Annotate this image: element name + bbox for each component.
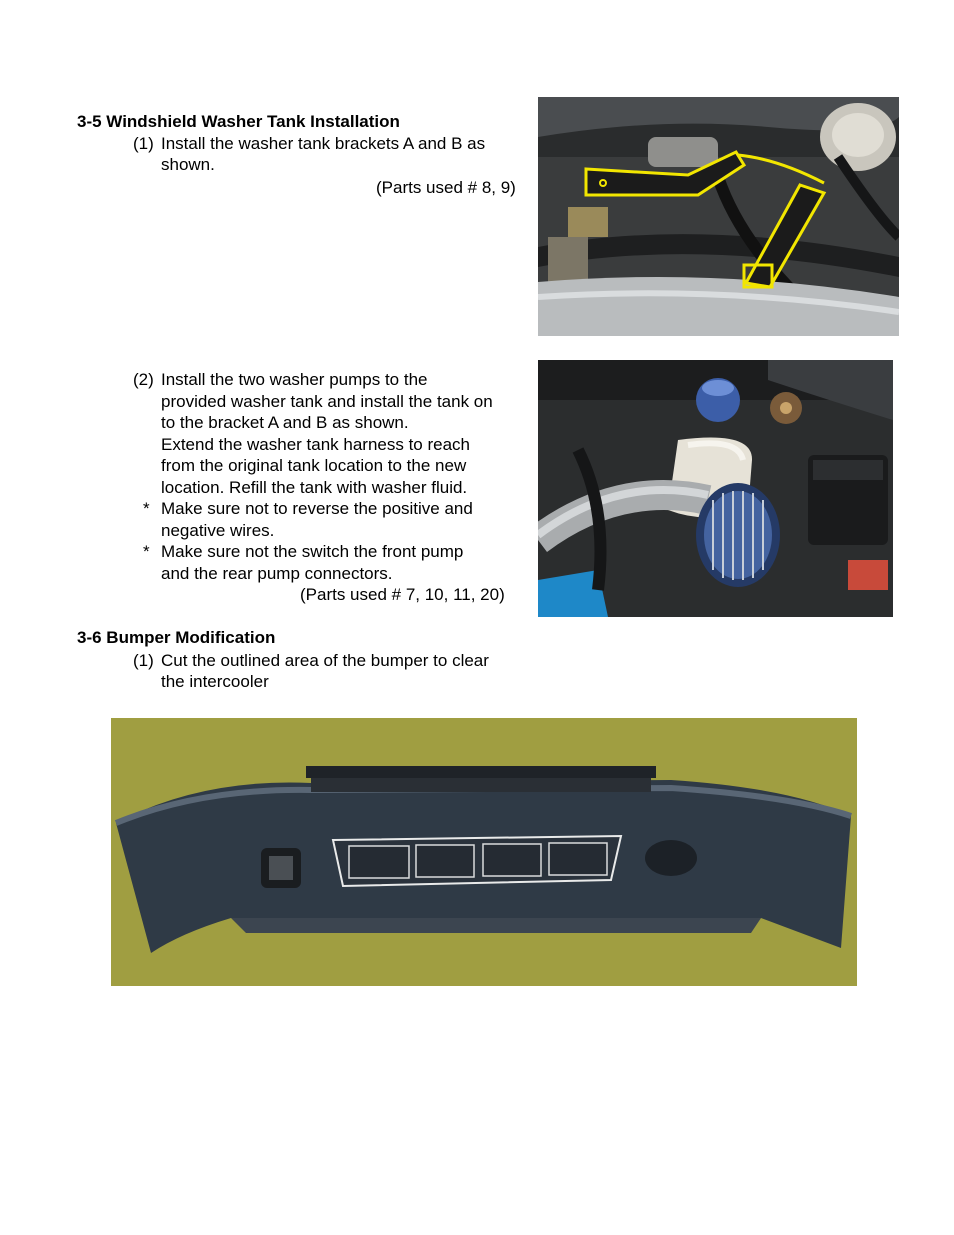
section-3-5-heading: 3-5 Windshield Washer Tank Installation <box>77 112 400 131</box>
step-2-line: Extend the washer tank harness to reach <box>161 435 471 454</box>
step-2-line: provided washer tank and install the tank on <box>161 392 493 411</box>
parts-used-step-2: (Parts used # 7, 10, 11, 20) <box>300 585 505 604</box>
step-2-line: location. Refill the tank with washer fluid. <box>161 478 468 497</box>
step-1-number: (1) <box>133 651 154 670</box>
step-1-line: Cut the outlined area of the bumper to clear <box>161 651 489 670</box>
step-1-line: the intercooler <box>161 672 269 691</box>
note-line: Make sure not the switch the front pump <box>161 542 464 561</box>
step-1-number: (1) <box>133 134 154 153</box>
note-bullet: * <box>143 499 150 518</box>
step-2-line: to the bracket A and B as shown. <box>161 413 409 432</box>
note-line: and the rear pump connectors. <box>161 564 393 583</box>
parts-used-step-1: (Parts used # 8, 9) <box>376 178 516 197</box>
bumper-photo <box>111 718 857 986</box>
step-2-line: Install the two washer pumps to the <box>161 370 428 389</box>
note-bullet: * <box>143 542 150 561</box>
bracket-install-photo <box>538 97 899 336</box>
washer-tank-photo <box>538 360 893 617</box>
step-2-number: (2) <box>133 370 154 389</box>
step-1-line: Install the washer tank brackets A and B as <box>161 134 486 153</box>
section-3-6-heading: 3-6 Bumper Modification <box>77 628 276 647</box>
note-line: negative wires. <box>161 521 275 540</box>
step-2-line: from the original tank location to the new <box>161 456 467 475</box>
step-1-line: shown. <box>161 155 215 174</box>
note-line: Make sure not to reverse the positive and <box>161 499 473 518</box>
